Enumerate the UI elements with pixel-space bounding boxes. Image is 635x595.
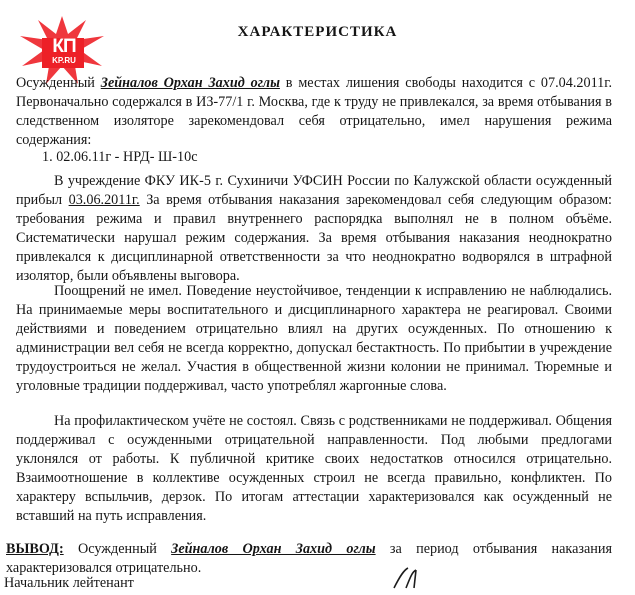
paragraph-intro [16,74,612,150]
paragraph-relations: На профилактическом учёте не состоял. Связь с родственниками не поддерживал. Общения поддерживал с осужденными отрицательной направленности. Под любыми предлогами уклонялся от работы. К публичной критике своих недостатков относился отрицательно. Взаимоотношение в коллективе осужденных строил не всегда правильно, конфликтен. По характеру вспыльчив, дерзок. По итогам аттестации характеризовался как осужденный не вставший на путь исправления. [16,413,612,524]
kp-logo-domain: KP.RU [52,56,76,65]
kp-logo-text: КП [52,36,76,57]
transfer-text-b: За время отбывания наказания зарекомендовал себя следующим образом: требования режима и правил внутреннего распорядка выполнял не в полном объёме. Систематически нарушал режим содержания. За время отбывания наказания неоднократно привлекался к дисциплинарной ответственности за что неоднократно водворялся в штрафной изолятор, были объявлены выговора. [16,192,612,284]
convict-name: Зейналов Орхан Захид оглы [100,75,280,91]
intro-prefix: Осужденный [16,75,95,91]
document-title: ХАРАКТЕРИСТИКА [237,24,398,40]
conclusion-label: ВЫВОД: [6,541,64,557]
signature-mark [390,566,430,590]
paragraph-behavior: Поощрений не имел. Поведение неустойчивое, тенденции к исправлению не наблюдались. На принимаемые меры воспитательного и дисциплинарного характера не реагировал. Своими действиями и поведением отрицательно влиял на других осужденных. По отношению к администрации вел себя не всегда корректно, допускал бестактность. По прибытии в учреждение трудоустроиться не желал. Участия в общественной жизни колонии не принимал. Тюремные и уголовные традиции поддерживал, часто употреблял жаргонные слова. [16,283,612,394]
conclusion-name: Зейналов Орхан Захид оглы [171,541,376,557]
conclusion-prefix: Осужденный [63,541,172,557]
violation-item: 1. 02.06.11г - НРД- Ш-10с [42,149,198,165]
conclusion-text: за период отбывания наказания характеризовался отрицательно. [6,541,613,576]
intro-text: в местах лишения свободы находится с 07.04.2011г. Первоначально содержался в ИЗ-77/1 г. Москва, где к труду не привлекался, за время отбывания в следственном изоляторе зарекомендовал себя отрицательно, имел нарушения режима содержания: [16,75,613,148]
transfer-text-a: В учреждение ФКУ ИК-5 г. Сухиничи УФСИН России по Калужской области осужденный прибыл [16,173,612,208]
conclusion [6,540,612,578]
paragraph-transfer [16,172,612,286]
arrival-date: 03.06.2011г. [68,192,140,208]
signer-title: Начальник лейтенант [4,575,134,591]
